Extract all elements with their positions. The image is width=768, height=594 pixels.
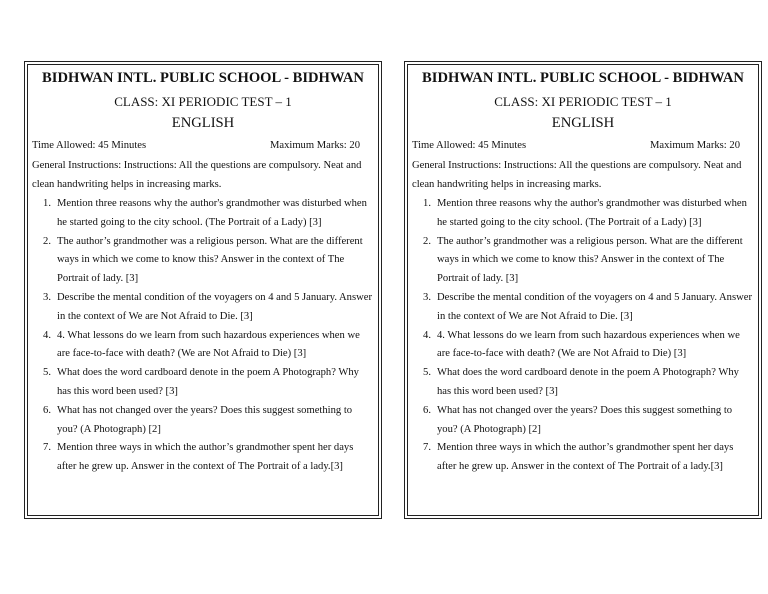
question-text: Describe the mental condition of the voyagers on 4 and 5 January. Answer in the context of We are Not Afraid to Die. [3] xyxy=(57,291,372,322)
subject-title: ENGLISH xyxy=(171,115,235,131)
question-text: What has not changed over the years? Does this suggest something to you? (A Photograph) [2] xyxy=(437,404,733,435)
question-text: Describe the mental condition of the voyagers on 4 and 5 January. Answer in the context of We are Not Afraid to Die. [3] xyxy=(437,291,752,322)
time-allowed: Time Allowed: 45 Minutes xyxy=(412,140,527,151)
question-item xyxy=(32,402,374,440)
time-allowed: Time Allowed: 45 Minutes xyxy=(32,140,147,151)
question-text: 4. What lessons do we learn from such hazardous experiences when we are face-to-face with death? (We are Not Afraid to Die) [3] xyxy=(437,329,740,360)
question-number: 7. xyxy=(43,442,51,454)
question-number: 4. xyxy=(43,329,51,341)
question-number: 6. xyxy=(423,404,431,416)
question-text: Mention three ways in which the author’s grandmother spent her days after he grew up. Answer in the context of The Portrait of a lady.[3] xyxy=(57,442,354,473)
question-number: 1. xyxy=(43,198,51,209)
question-text: What has not changed over the years? Does this suggest something to you? (A Photograph) [2] xyxy=(57,404,353,435)
question-item xyxy=(412,364,754,402)
question-item xyxy=(32,439,374,477)
question-text: The author’s grandmother was a religious person. What are the different ways in which we come to know this? Answer in the context of The Portrait of lady. [3] xyxy=(437,235,743,285)
question-number: 4. xyxy=(423,329,431,341)
question-number: 6. xyxy=(43,404,51,416)
question-item xyxy=(32,233,374,289)
question-number: 2. xyxy=(43,235,51,247)
question-text: What does the word cardboard denote in the poem A Photograph? Why has this word been used? [3] xyxy=(57,367,359,397)
test-paper-left xyxy=(27,64,379,516)
school-name: BIDHWAN INTL. PUBLIC SCHOOL - BIDHWAN xyxy=(42,70,364,86)
question-text: Mention three ways in which the author’s grandmother spent her days after he grew up. Answer in the context of The Portrait of a lady.[3] xyxy=(437,442,734,473)
question-number: 7. xyxy=(423,442,431,454)
general-instructions: General Instructions: Instructions: All the questions are compulsory. Neat and clean handwriting helps in increasing marks. xyxy=(412,160,742,190)
question-item xyxy=(32,195,374,233)
question-item xyxy=(412,289,754,327)
question-item xyxy=(32,364,374,402)
meta-row xyxy=(32,139,374,153)
meta-row xyxy=(412,139,754,153)
question-text: The author’s grandmother was a religious person. What are the different ways in which we come to know this? Answer in the context of The Portrait of lady. [3] xyxy=(57,235,363,285)
question-list xyxy=(32,195,374,477)
question-text: What does the word cardboard denote in the poem A Photograph? Why has this word been used? [3] xyxy=(437,367,739,397)
general-instructions: General Instructions: Instructions: All the questions are compulsory. Neat and clean handwriting helps in increasing marks. xyxy=(32,160,362,190)
question-number: 3. xyxy=(43,291,51,303)
question-number: 5. xyxy=(423,367,431,379)
question-number: 3. xyxy=(423,291,431,303)
question-item xyxy=(412,327,754,365)
question-text: Mention three reasons why the author's grandmother was disturbed when he started going to the city school. (The Portrait of a Lady) [3] xyxy=(57,198,367,228)
test-paper-right xyxy=(407,64,759,516)
class-line: CLASS: XI PERIODIC TEST – 1 xyxy=(114,94,292,109)
question-number: 1. xyxy=(423,198,431,209)
maximum-marks: Maximum Marks: 20 xyxy=(269,140,360,151)
question-item xyxy=(32,327,374,365)
question-text: 4. What lessons do we learn from such hazardous experiences when we are face-to-face with death? (We are Not Afraid to Die) [3] xyxy=(57,329,360,360)
question-item xyxy=(412,439,754,477)
question-item xyxy=(412,402,754,440)
question-item xyxy=(412,195,754,233)
maximum-marks: Maximum Marks: 20 xyxy=(649,140,740,151)
question-number: 2. xyxy=(423,235,431,247)
class-line: CLASS: XI PERIODIC TEST – 1 xyxy=(494,94,672,109)
question-item xyxy=(412,233,754,289)
question-number: 5. xyxy=(43,367,51,379)
question-list xyxy=(412,195,754,477)
question-text: Mention three reasons why the author's grandmother was disturbed when he started going to the city school. (The Portrait of a Lady) [3] xyxy=(437,198,747,228)
subject-title: ENGLISH xyxy=(551,115,615,131)
school-name: BIDHWAN INTL. PUBLIC SCHOOL - BIDHWAN xyxy=(422,70,744,86)
question-item xyxy=(32,289,374,327)
